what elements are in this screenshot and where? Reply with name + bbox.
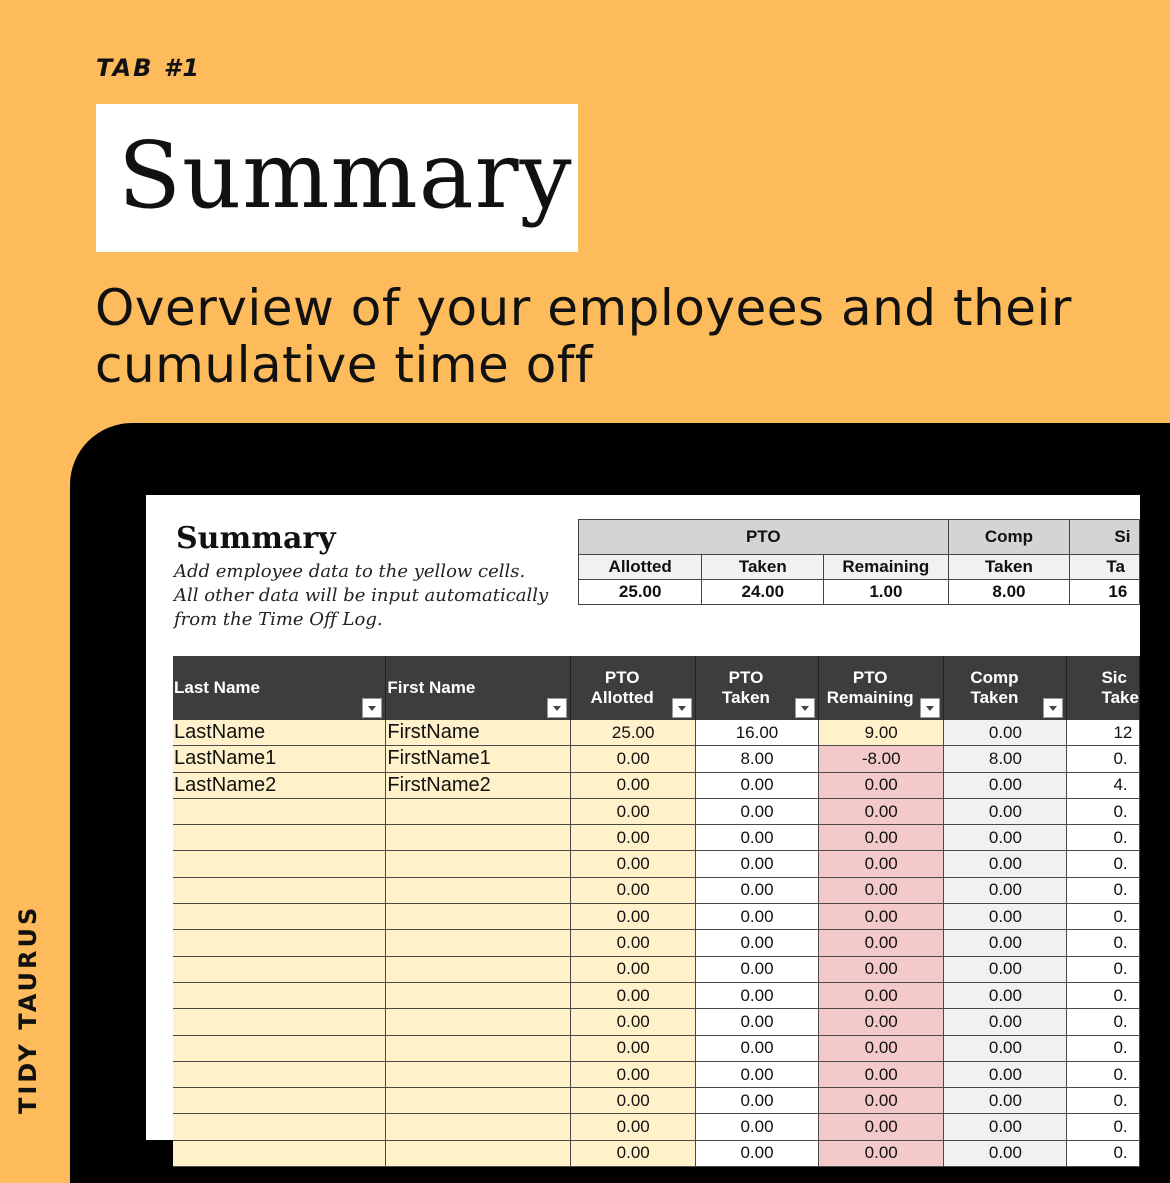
cell-pto-taken[interactable]: 0.00 xyxy=(695,798,818,824)
header-pto-taken-line: PTO xyxy=(728,668,764,687)
cell-first-name[interactable] xyxy=(386,1009,571,1035)
header-sick-taken-line: Sic xyxy=(1101,668,1127,687)
cell-first-name[interactable] xyxy=(386,825,571,851)
title-box xyxy=(96,104,578,252)
cell-sick-taken[interactable]: 0. xyxy=(1067,746,1140,772)
header-pto-remaining-line: Remaining xyxy=(826,688,914,707)
cell-comp-taken[interactable]: 0.00 xyxy=(944,772,1067,798)
cell-first-name[interactable] xyxy=(386,1035,571,1061)
cell-sick-taken[interactable]: 0. xyxy=(1067,956,1140,982)
cell-sick-taken[interactable]: 0. xyxy=(1067,1009,1140,1035)
table-row xyxy=(173,877,1140,903)
cell-last-name[interactable] xyxy=(173,1140,386,1166)
cell-pto-remaining[interactable]: 9.00 xyxy=(819,720,944,746)
cell-comp-taken[interactable]: 0.00 xyxy=(944,877,1067,903)
cell-pto-allotted[interactable]: 0.00 xyxy=(571,877,696,903)
header-comp-taken-line: Comp xyxy=(970,668,1019,687)
page-subtitle xyxy=(95,280,1095,394)
table-row xyxy=(173,851,1140,877)
cell-last-name[interactable] xyxy=(173,1061,386,1087)
cell-last-name[interactable] xyxy=(173,851,386,877)
cell-sick-taken[interactable]: 0. xyxy=(1067,1114,1140,1140)
cell-first-name[interactable]: FirstName xyxy=(386,720,571,746)
header-pto-allotted-line: PTO xyxy=(604,668,640,687)
header-pto-allotted xyxy=(571,656,696,720)
cell-last-name[interactable] xyxy=(173,877,386,903)
table-row xyxy=(173,1088,1140,1114)
table-row xyxy=(173,1061,1140,1087)
header-pto-remaining xyxy=(819,656,944,720)
table-row xyxy=(173,772,1140,798)
cell-pto-allotted[interactable]: 0.00 xyxy=(571,798,696,824)
cell-first-name[interactable] xyxy=(386,930,571,956)
cell-pto-remaining[interactable]: 0.00 xyxy=(819,1088,944,1114)
summary-total-taken[interactable]: 24.00 xyxy=(702,580,824,605)
summary-totals-table xyxy=(578,519,1140,605)
cell-pto-allotted[interactable]: 0.00 xyxy=(571,1140,696,1166)
summary-sub-sick-taken: Ta xyxy=(1070,555,1140,580)
cell-comp-taken[interactable]: 0.00 xyxy=(944,1009,1067,1035)
cell-pto-remaining[interactable]: 0.00 xyxy=(819,1061,944,1087)
summary-subheader-row xyxy=(579,555,1140,580)
spreadsheet-screen xyxy=(146,495,1140,1163)
header-pto-taken-line: Taken xyxy=(722,688,770,707)
cell-pto-allotted[interactable]: 0.00 xyxy=(571,904,696,930)
cell-first-name[interactable] xyxy=(386,956,571,982)
table-row xyxy=(173,1009,1140,1035)
cell-pto-taken[interactable]: 0.00 xyxy=(695,1035,818,1061)
filter-dropdown-button[interactable] xyxy=(547,698,567,718)
summary-group-comp: Comp xyxy=(948,520,1070,555)
sheet-title: Summary xyxy=(176,521,336,556)
cell-sick-taken[interactable]: 0. xyxy=(1067,825,1140,851)
cell-first-name[interactable] xyxy=(386,904,571,930)
cell-pto-remaining[interactable]: 0.00 xyxy=(819,825,944,851)
cell-comp-taken[interactable]: 0.00 xyxy=(944,1035,1067,1061)
cell-pto-taken[interactable]: 0.00 xyxy=(695,982,818,1008)
cell-pto-taken[interactable]: 0.00 xyxy=(695,1088,818,1114)
filter-dropdown-button[interactable] xyxy=(920,698,940,718)
cell-comp-taken[interactable]: 0.00 xyxy=(944,1088,1067,1114)
cell-sick-taken[interactable]: 0. xyxy=(1067,904,1140,930)
cell-pto-remaining[interactable]: 0.00 xyxy=(819,904,944,930)
table-row xyxy=(173,798,1140,824)
cell-pto-taken[interactable]: 0.00 xyxy=(695,1061,818,1087)
cell-sick-taken[interactable]: 0. xyxy=(1067,1140,1140,1166)
cell-pto-taken[interactable]: 0.00 xyxy=(695,877,818,903)
header-comp-taken xyxy=(944,656,1067,720)
summary-group-pto: PTO xyxy=(579,520,949,555)
cell-pto-remaining[interactable]: -8.00 xyxy=(819,746,944,772)
cell-pto-allotted[interactable]: 0.00 xyxy=(571,1035,696,1061)
cell-pto-allotted[interactable]: 0.00 xyxy=(571,982,696,1008)
cell-first-name[interactable]: FirstName1 xyxy=(386,746,571,772)
cell-pto-allotted[interactable]: 0.00 xyxy=(571,1009,696,1035)
cell-comp-taken[interactable]: 0.00 xyxy=(944,904,1067,930)
filter-dropdown-button[interactable] xyxy=(362,698,382,718)
cell-sick-taken[interactable]: 0. xyxy=(1067,982,1140,1008)
cell-last-name[interactable] xyxy=(173,825,386,851)
cell-sick-taken[interactable]: 0. xyxy=(1067,930,1140,956)
subtitle-line-2: cumulative time off xyxy=(95,336,594,394)
cell-first-name[interactable] xyxy=(386,798,571,824)
cell-sick-taken[interactable]: 0. xyxy=(1067,1088,1140,1114)
cell-pto-remaining[interactable]: 0.00 xyxy=(819,851,944,877)
summary-group-sick: Si xyxy=(1070,520,1140,555)
cell-first-name[interactable] xyxy=(386,1088,571,1114)
cell-sick-taken[interactable]: 0. xyxy=(1067,877,1140,903)
tab-label: TAB #1 xyxy=(96,54,202,82)
cell-comp-taken[interactable]: 0.00 xyxy=(944,851,1067,877)
header-comp-taken-line: Taken xyxy=(970,688,1019,707)
table-row xyxy=(173,930,1140,956)
cell-pto-taken[interactable]: 0.00 xyxy=(695,904,818,930)
header-first-name xyxy=(386,656,571,720)
cell-sick-taken[interactable]: 0. xyxy=(1067,798,1140,824)
cell-pto-remaining[interactable]: 0.00 xyxy=(819,1140,944,1166)
cell-first-name[interactable] xyxy=(386,851,571,877)
cell-last-name[interactable]: LastName1 xyxy=(173,746,386,772)
cell-pto-remaining[interactable]: 0.00 xyxy=(819,1009,944,1035)
cell-pto-taken[interactable]: 0.00 xyxy=(695,851,818,877)
cell-sick-taken[interactable]: 0. xyxy=(1067,1061,1140,1087)
cell-first-name[interactable] xyxy=(386,1140,571,1166)
header-pto-allotted-line: Allotted xyxy=(590,688,654,707)
cell-last-name[interactable] xyxy=(173,1009,386,1035)
cell-last-name[interactable] xyxy=(173,904,386,930)
header-pto-taken xyxy=(695,656,818,720)
cell-pto-remaining[interactable]: 0.00 xyxy=(819,772,944,798)
cell-sick-taken[interactable]: 0. xyxy=(1067,851,1140,877)
cell-pto-taken[interactable]: 0.00 xyxy=(695,825,818,851)
cell-pto-remaining[interactable]: 0.00 xyxy=(819,798,944,824)
summary-sub-remaining: Remaining xyxy=(824,555,948,580)
header-last-name-line: Last Name xyxy=(174,678,260,697)
header-sick-taken-line: Take xyxy=(1101,688,1139,707)
cell-comp-taken[interactable]: 8.00 xyxy=(944,746,1067,772)
cell-pto-taken[interactable]: 0.00 xyxy=(695,930,818,956)
cell-last-name[interactable] xyxy=(173,930,386,956)
cell-pto-allotted[interactable]: 0.00 xyxy=(571,851,696,877)
header-sick-taken xyxy=(1067,656,1140,720)
cell-comp-taken[interactable]: 0.00 xyxy=(944,798,1067,824)
cell-pto-allotted[interactable]: 0.00 xyxy=(571,746,696,772)
cell-last-name[interactable] xyxy=(173,956,386,982)
table-row xyxy=(173,720,1140,746)
employee-table xyxy=(173,656,1140,1167)
cell-last-name[interactable]: LastName2 xyxy=(173,772,386,798)
cell-sick-taken[interactable]: 12 xyxy=(1067,720,1140,746)
page-title: Summary xyxy=(118,122,573,229)
cell-first-name[interactable] xyxy=(386,1114,571,1140)
brand-label: TIDY TAURUS xyxy=(14,904,42,1114)
cell-last-name[interactable] xyxy=(173,798,386,824)
cell-comp-taken[interactable]: 0.00 xyxy=(944,930,1067,956)
cell-last-name[interactable]: LastName xyxy=(173,720,386,746)
cell-pto-taken[interactable]: 0.00 xyxy=(695,956,818,982)
subtitle-line-1: Overview of your employees and their xyxy=(95,279,1072,337)
header-first-name-line: First Name xyxy=(387,678,476,697)
cell-comp-taken[interactable]: 0.00 xyxy=(944,825,1067,851)
cell-last-name[interactable] xyxy=(173,1088,386,1114)
cell-first-name[interactable] xyxy=(386,877,571,903)
cell-pto-allotted[interactable]: 25.00 xyxy=(571,720,696,746)
cell-comp-taken[interactable]: 0.00 xyxy=(944,956,1067,982)
cell-sick-taken[interactable]: 4. xyxy=(1067,772,1140,798)
cell-first-name[interactable] xyxy=(386,1061,571,1087)
table-header-row xyxy=(173,656,1140,720)
cell-pto-taken[interactable]: 0.00 xyxy=(695,1114,818,1140)
sheet-instructions: Add employee data to the yellow cells. All other data will be input automatically from the Time Off Log. xyxy=(174,561,549,630)
summary-sub-taken: Taken xyxy=(702,555,824,580)
summary-totals-row xyxy=(579,580,1140,605)
table-row xyxy=(173,825,1140,851)
table-row xyxy=(173,746,1140,772)
filter-dropdown-button[interactable] xyxy=(795,698,815,718)
summary-sub-comp-taken: Taken xyxy=(948,555,1070,580)
table-row xyxy=(173,1140,1140,1166)
cell-pto-allotted[interactable]: 0.00 xyxy=(571,1114,696,1140)
cell-pto-taken[interactable]: 8.00 xyxy=(695,746,818,772)
cell-pto-allotted[interactable]: 0.00 xyxy=(571,1088,696,1114)
cell-last-name[interactable] xyxy=(173,1035,386,1061)
table-row xyxy=(173,904,1140,930)
cell-pto-allotted[interactable]: 0.00 xyxy=(571,956,696,982)
cell-comp-taken[interactable]: 0.00 xyxy=(944,720,1067,746)
cell-pto-remaining[interactable]: 0.00 xyxy=(819,877,944,903)
cell-pto-allotted[interactable]: 0.00 xyxy=(571,1061,696,1087)
filter-dropdown-button[interactable] xyxy=(672,698,692,718)
table-body xyxy=(173,720,1140,1167)
cell-comp-taken[interactable]: 0.00 xyxy=(944,982,1067,1008)
cell-comp-taken[interactable]: 0.00 xyxy=(944,1114,1067,1140)
cell-comp-taken[interactable]: 0.00 xyxy=(944,1140,1067,1166)
cell-pto-allotted[interactable]: 0.00 xyxy=(571,825,696,851)
cell-last-name[interactable] xyxy=(173,982,386,1008)
cell-pto-remaining[interactable]: 0.00 xyxy=(819,982,944,1008)
cell-pto-taken[interactable]: 0.00 xyxy=(695,1009,818,1035)
cell-pto-remaining[interactable]: 0.00 xyxy=(819,1035,944,1061)
table-row xyxy=(173,982,1140,1008)
cell-pto-taken[interactable]: 0.00 xyxy=(695,772,818,798)
cell-pto-allotted[interactable]: 0.00 xyxy=(571,930,696,956)
summary-total-remaining[interactable]: 1.00 xyxy=(824,580,948,605)
cell-pto-taken[interactable]: 16.00 xyxy=(695,720,818,746)
summary-total-comp-taken[interactable]: 8.00 xyxy=(948,580,1070,605)
table-row xyxy=(173,956,1140,982)
cell-sick-taken[interactable]: 0. xyxy=(1067,1035,1140,1061)
table-row xyxy=(173,1035,1140,1061)
filter-dropdown-button[interactable] xyxy=(1043,698,1063,718)
cell-pto-taken[interactable]: 0.00 xyxy=(695,1140,818,1166)
cell-pto-remaining[interactable]: 0.00 xyxy=(819,956,944,982)
cell-first-name[interactable] xyxy=(386,982,571,1008)
summary-sub-allotted: Allotted xyxy=(579,555,702,580)
summary-total-allotted[interactable]: 25.00 xyxy=(579,580,702,605)
cell-pto-remaining[interactable]: 0.00 xyxy=(819,930,944,956)
header-last-name xyxy=(173,656,386,720)
cell-pto-allotted[interactable]: 0.00 xyxy=(571,772,696,798)
cell-first-name[interactable]: FirstName2 xyxy=(386,772,571,798)
header-pto-remaining-line: PTO xyxy=(852,668,888,687)
table-row xyxy=(173,1114,1140,1140)
summary-total-sick-taken[interactable]: 16 xyxy=(1070,580,1140,605)
cell-comp-taken[interactable]: 0.00 xyxy=(944,1061,1067,1087)
cell-last-name[interactable] xyxy=(173,1114,386,1140)
summary-group-row xyxy=(579,520,1140,555)
cell-pto-remaining[interactable]: 0.00 xyxy=(819,1114,944,1140)
